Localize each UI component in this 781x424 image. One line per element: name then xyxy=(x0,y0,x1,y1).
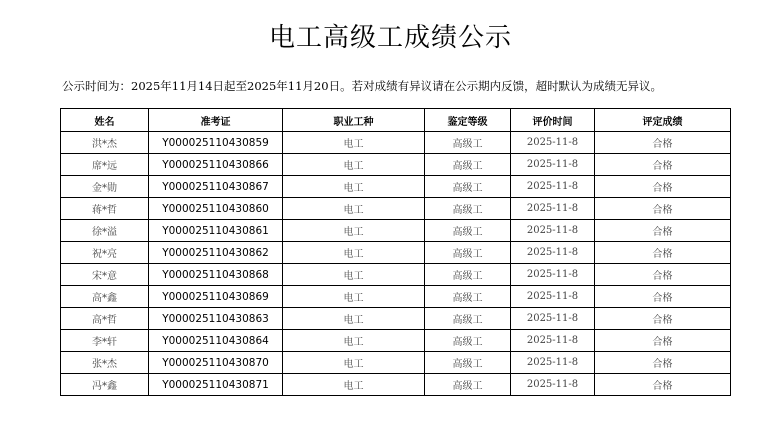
cell-result: 合格 xyxy=(595,242,731,264)
cell-exam-id: Y000025110430866 xyxy=(149,154,283,176)
cell-occupation: 电工 xyxy=(283,330,425,352)
results-table xyxy=(60,108,731,396)
cell-name: 李*轩 xyxy=(61,330,149,352)
cell-occupation: 电工 xyxy=(283,242,425,264)
cell-result: 合格 xyxy=(595,374,731,396)
cell-eval-date: 2025-11-8 xyxy=(511,154,595,176)
header-exam-id: 准考证 xyxy=(149,109,283,132)
cell-exam-id: Y000025110430864 xyxy=(149,330,283,352)
document-title: 电工高级工成绩公示 xyxy=(268,23,512,53)
cell-level: 高级工 xyxy=(425,374,511,396)
table-row xyxy=(61,220,731,242)
cell-result: 合格 xyxy=(595,308,731,330)
cell-level: 高级工 xyxy=(425,352,511,374)
cell-occupation: 电工 xyxy=(283,220,425,242)
header-level: 鉴定等级 xyxy=(425,109,511,132)
cell-eval-date: 2025-11-8 xyxy=(511,352,595,374)
table-row xyxy=(61,198,731,220)
cell-occupation: 电工 xyxy=(283,264,425,286)
cell-level: 高级工 xyxy=(425,176,511,198)
header-result: 评定成绩 xyxy=(595,109,731,132)
table-row xyxy=(61,352,731,374)
cell-name: 高*哲 xyxy=(61,308,149,330)
cell-name: 蒋*哲 xyxy=(61,198,149,220)
cell-result: 合格 xyxy=(595,154,731,176)
cell-exam-id: Y000025110430862 xyxy=(149,242,283,264)
cell-name: 高*鑫 xyxy=(61,286,149,308)
cell-level: 高级工 xyxy=(425,154,511,176)
cell-exam-id: Y000025110430868 xyxy=(149,264,283,286)
cell-occupation: 电工 xyxy=(283,308,425,330)
cell-level: 高级工 xyxy=(425,308,511,330)
cell-eval-date: 2025-11-8 xyxy=(511,220,595,242)
cell-name: 洪*杰 xyxy=(61,132,149,154)
cell-exam-id: Y000025110430859 xyxy=(149,132,283,154)
cell-name: 宋*意 xyxy=(61,264,149,286)
cell-level: 高级工 xyxy=(425,132,511,154)
cell-occupation: 电工 xyxy=(283,374,425,396)
table-row xyxy=(61,176,731,198)
cell-eval-date: 2025-11-8 xyxy=(511,198,595,220)
cell-level: 高级工 xyxy=(425,286,511,308)
cell-occupation: 电工 xyxy=(283,154,425,176)
table-row xyxy=(61,330,731,352)
cell-eval-date: 2025-11-8 xyxy=(511,242,595,264)
cell-result: 合格 xyxy=(595,132,731,154)
cell-eval-date: 2025-11-8 xyxy=(511,330,595,352)
cell-exam-id: Y000025110430867 xyxy=(149,176,283,198)
cell-result: 合格 xyxy=(595,286,731,308)
cell-name: 冯*鑫 xyxy=(61,374,149,396)
cell-exam-id: Y000025110430861 xyxy=(149,220,283,242)
cell-exam-id: Y000025110430863 xyxy=(149,308,283,330)
table-row xyxy=(61,242,731,264)
table-row xyxy=(61,264,731,286)
cell-name: 席*远 xyxy=(61,154,149,176)
notice-text: 公示时间为：2025年11月14日起至2025年11月20日。若对成绩有异议请在公示期内反馈，超时默认为成绩无异议。 xyxy=(62,79,663,93)
cell-occupation: 电工 xyxy=(283,286,425,308)
cell-eval-date: 2025-11-8 xyxy=(511,176,595,198)
cell-eval-date: 2025-11-8 xyxy=(511,374,595,396)
cell-eval-date: 2025-11-8 xyxy=(511,132,595,154)
table-row xyxy=(61,154,731,176)
cell-level: 高级工 xyxy=(425,242,511,264)
cell-eval-date: 2025-11-8 xyxy=(511,308,595,330)
table-body xyxy=(61,132,731,396)
table-header-row xyxy=(61,109,731,132)
cell-eval-date: 2025-11-8 xyxy=(511,264,595,286)
table-row xyxy=(61,374,731,396)
table-row xyxy=(61,132,731,154)
cell-exam-id: Y000025110430860 xyxy=(149,198,283,220)
cell-result: 合格 xyxy=(595,264,731,286)
cell-level: 高级工 xyxy=(425,198,511,220)
cell-level: 高级工 xyxy=(425,330,511,352)
table-row xyxy=(61,308,731,330)
cell-result: 合格 xyxy=(595,198,731,220)
header-name: 姓名 xyxy=(61,109,149,132)
cell-result: 合格 xyxy=(595,176,731,198)
cell-result: 合格 xyxy=(595,352,731,374)
cell-exam-id: Y000025110430869 xyxy=(149,286,283,308)
header-occupation: 职业工种 xyxy=(283,109,425,132)
cell-result: 合格 xyxy=(595,220,731,242)
cell-name: 张*杰 xyxy=(61,352,149,374)
cell-name: 徐*溢 xyxy=(61,220,149,242)
cell-occupation: 电工 xyxy=(283,176,425,198)
cell-result: 合格 xyxy=(595,330,731,352)
cell-name: 祝*亮 xyxy=(61,242,149,264)
cell-occupation: 电工 xyxy=(283,132,425,154)
cell-eval-date: 2025-11-8 xyxy=(511,286,595,308)
cell-occupation: 电工 xyxy=(283,198,425,220)
cell-occupation: 电工 xyxy=(283,352,425,374)
table-row xyxy=(61,286,731,308)
header-eval-date: 评价时间 xyxy=(511,109,595,132)
cell-level: 高级工 xyxy=(425,264,511,286)
cell-exam-id: Y000025110430870 xyxy=(149,352,283,374)
cell-name: 金*勋 xyxy=(61,176,149,198)
cell-exam-id: Y000025110430871 xyxy=(149,374,283,396)
cell-level: 高级工 xyxy=(425,220,511,242)
